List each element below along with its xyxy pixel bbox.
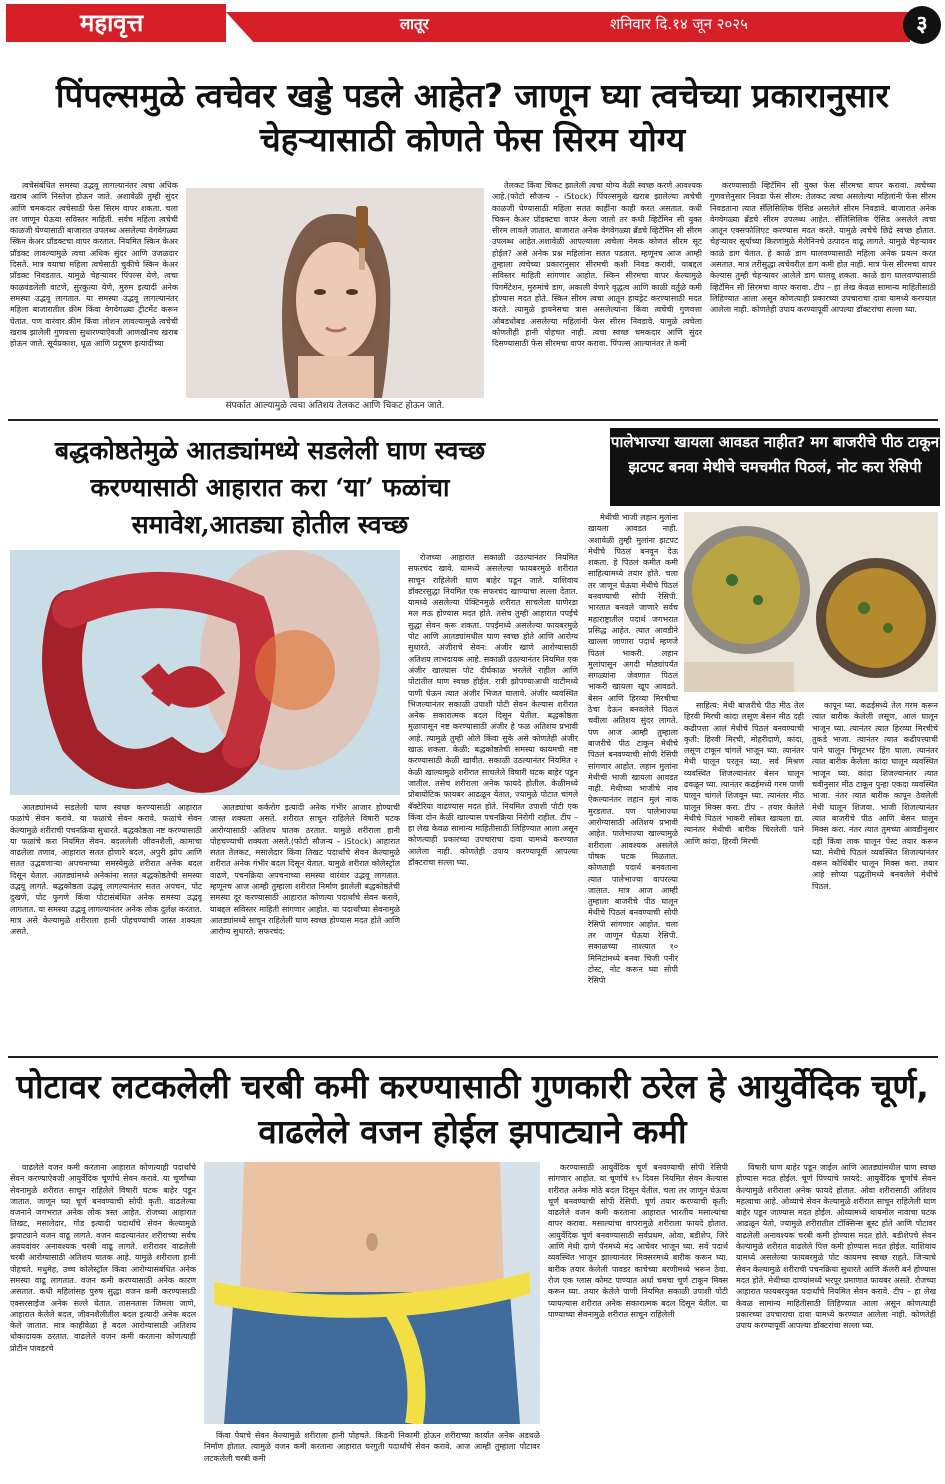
article4-headline: पोटावर लटकलेली चरबी कमी करण्यासाठी गुणकारी ठरेल हे आयुर्वेदिक चूर्ण, वाढलेले वजन होईल झपाट्याने कमी	[16, 1067, 929, 1151]
article4-column-4-text: विषारी घाण बाहेर पडून जाईल आणि आतड्यांमधील घाण स्वच्छ होण्यास मदत होईल. चूर्ण पिण्याचे फायदे: आयुर्वेदिक चूर्णांचे सेवन केल्यामुळे शरीराला अनेक फायदे होतात. ओवा शरीरासाठी अतिशय महत्वाचा आहे. ओव्याचे सेवन केल्यामुळे शरीरात साचून राहिलेली घाण बाहेर पडून जाण्यास मदत होईल. ओव्यामध्ये थायमोल नावाचा घटक आढळून येतो, ज्यामुळे शरीरातील टॉक्सिन्स बूस्ट होते आणि पोटावर वाढलेली अनावश्यक चरबी कमी होण्यास मदत होते. बडीशेपचे सेवन केल्यामुळे शरीरात वाढलेले पित्त कमी होण्यास मदत होईल. याशिवाय यामध्ये असलेल्या फायबरमुळे पोट कायमच स्वच्छ राहते. जिऱ्याचे सेवन केल्यामुळे शरीराची पचनक्रिया सुधारते आणि कॅलरी बर्न होण्यास मदत होते. मेथीच्या दाण्यांमध्ये भरपूर प्रमाणात फायबर असते. रोजच्या आहारात फायबरयुक्त पदार्थांचे नियमित सेवन करावे. टीप – हा लेख केवळ सामान्य माहितीसाठी लिहिण्यात आला असून कोणत्याही प्रकारच्या उपचाराचा दावा यामध्ये करण्यात आलेला नाही. कोणतेही उपाय करण्यापूर्वी आपल्या डॉक्टरांचा सल्ला घ्या.	[736, 1163, 936, 1331]
article1-column-3-text: करण्यासाठी व्हिटॅमिन सी युक्त फेस सीरमचा वापर करावा. त्वचेच्या गुणवत्तेनुसार निवडा फेस सीरम: तेलकट त्वचा असलेल्या महिलांनी फेस सीरम निवडताना त्यात सॅलिसिलिक ऍसिड असलेले सीरम निवडावे. बाजारात अनेक वेगवेगळ्या ब्रँडचे सीरम उपलब्ध आहेत. सॅलिसिलिक ऍसिड असलेले त्वचा आतून एक्सफोलिएट करण्यास मदत करते. यामुळे त्वचेचे छिद्रे स्वच्छ होतात. चेहऱ्यावर सूर्याच्या किरणांमुळे मेलेनिनचे उत्पादन वाढू लागते. यामुळे चेहऱ्यावर काळे डाग येतात. हे काळे डाग घालवण्यासाठी महिला अनेक प्रयत्न करत असतात. मात्र तरीसुद्धा त्वचेवरील डाग कमी होत नाही. मात्र फेस सीरमचा वापर केल्यास तुम्ही चेहऱ्यावर आलेले डाग घालवू शकता. काळे डाग घालवण्यासाठी व्हिटॅमिन सी सिरमचा वापर करावा. टीप – हा लेख केवळ सामान्य माहितीसाठी लिहिण्यात आला असून कोणत्याही प्रकारच्या उपचाराचा दावा यामध्ये करण्यात आलेला नाही. कोणतेही उपाय करण्यापूर्वी आपल्या डॉक्टरांचा सल्ला घ्या.	[710, 181, 936, 315]
article3-column-3-text: कापून घ्या. कढईमध्ये तेल गरम करून त्यात बारीक केलेली लसूण, आलं घालून भाजून घ्या. त्यानंतर त्यात हिरव्या मिरचीचे तुकडे भाजा. त्यानंतर त्यात कढीपत्त्याची पाने घालून चिमूटभर हिंग घाला. त्यानंतर त्यात बारीक केलेला कांदा घालून व्यवस्थित भाजून घ्या. कांदा शिजल्यानंतर त्यात चवीनुसार मीठ टाकून पुन्हा एकदा व्यवस्थित भाजा. नंतर त्यात बारीक कापून ठेवलेली मेथी घालून शिजवा. भाजी शिजल्यानंतर त्यात बाजरीचे पीठ आणि बेसन घालून मिक्स करा. नंतर त्यात तुमच्या आवडीनुसार दही किंवा ताक घालून पेस्ट तयार करून घ्या. मेथीचे पिठलं व्यवस्थित शिजल्यानंतर वरून कोथिंबीर घालून मिक्स करा. तयार आहे सोप्या पद्धतीमध्ये बनवलेले मेथीचे पिठलं.	[812, 701, 938, 891]
masthead	[0, 0, 945, 50]
page-number: ३	[903, 6, 941, 44]
article2-column-3	[408, 552, 578, 1052]
article4-column-1	[10, 1162, 196, 1480]
article4-photo	[204, 1162, 540, 1424]
article1-column-3	[710, 180, 936, 412]
article1-column-1-text: त्वचेसंबंधित समस्या उद्भवू लागल्यानंतर त्वचा अधिक खराब आणि निस्तेज होऊन जाते. अशावेळी तुम्ही सुंदर आणि चमकदार त्वचेसाठी फेस सिरम वापर शकता. चला तर जाणून घेऊया सविस्तर माहिती. सर्वच महिला त्वचेची काळजी घेण्यासाठी बाजारात उपलब्ध असलेल्या वेगवेगळ्या स्किन केअर प्रॉडक्टचा वापर करतात. नियमित स्किन केअर प्रॉडक्ट लावल्यामुळे त्वचा अधिक सुंदर आणि उजळदार दिसते. मात्र वयाचा महिला त्वचेसाठी चुकीचे स्किन केअर प्रॉडक्ट निवडतात. यामुळे चेहऱ्यावर पिंपल्स येणे, त्वचा काळवंडलेली वाटणे, सुरकुत्या येणे, मुरुम इत्यादी अनेक समस्या उद्भवू लागतात. या समस्या उद्भवू लागल्यानंतर महिला बाजारातील क्रीम किंवा वेगवेगळ्या ट्रीटमेंट करून घेतात. पण वारंवार क्रीम किंवा लोशन लावल्यामुळे त्वचेची खराब झालेली गुणवत्ता सुधारण्याऐवजी आणखीनच खराब होऊन जाते. सूर्यप्रकाश, धूळ आणि प्रदूषण इत्यादींच्या	[10, 181, 178, 349]
section-divider	[8, 419, 938, 421]
article3-column-1	[588, 512, 678, 1052]
article3-photo	[684, 512, 938, 692]
article2-column-2-text: आतड्यांचा कर्करोग इत्यादी अनेक गंभीर आजार होण्याची जास्त शक्यता असते. शरीरात साचून राहिलेले विषारी घटक आरोग्यासाठी अतिशय घातक ठरतात. यामुळे शरीराला हानी पोहचण्याची शक्यता असते.(फोटो सौजन्य – iStock) आहारात सतत तेलकट, मसालेदार किंवा तिखट पदार्थांचे सेवन केल्यामुळे शरीरात अनेक गंभीर बदल दिसून येतात. यामुळे शरीरात कोलेस्ट्रॉल वाढणे, पचनक्रिया अपचनाच्या समस्या वारंवार उद्भवू लागतात. म्हणूनच आज आम्ही तुम्हाला शरीरात निर्माण झालेली बद्धकोष्ठतेची समस्या दूर करण्यासाठी आहारात कोणत्या पदार्थांचे सेवन करावे, याबद्दल सविस्तर माहिती सांगणार आहोत. या पदार्थांच्या सेवनामुळे आतड्यांमध्ये साचून राहिलेली घाण स्वच्छ होण्यास मदत होते आणि आरोग्य सुधारते. सफरचंद:	[210, 803, 400, 937]
article2-column-3-text: रोजच्या आहारात सकाळी उठल्यानंतर नियमित सफरचंद खावे. यामध्ये असलेल्या फायबरमुळे शरीरात साचून राहिलेली घाण बाहेर पडून जाते. याशिवाय डॉक्टरसुद्धा नियमित एक सफरचंद खाण्याचा सल्ला देतात. यामध्ये असलेल्या पेक्टिनमुळे शरीरात साचलेला घाणेरडा मल मऊ होण्यास मदत होते. तसेच तुम्ही आहारात पपईचे सुद्धा सेवन करू शकता. पपईमध्ये असलेल्या फायबरमुळे पोट आणि आतड्यांमधील घाण स्वच्छ होते आणि आरोग्य सुधारते. अंजीराचे सेवन: अंजीर खाणे आरोग्यासाठी अतिशय लाभदायक आहे. सकाळी उठल्यानंतर नियमित एक अंजीर खाल्यास पोट दीर्घकाळ भरलेले राहील आणि पोटातील घाण स्वच्छ होईल. रात्री झोपण्याआधी वाटीमध्ये पाणी घेऊन त्यात अंजीर भिजत घालावे. अंजीर व्यवस्थित भिजल्यानंतर सकाळी उपाशी पोटी सेवन केल्यास शरीरात अनेक सकारात्मक बदल दिसून येतील. बद्धकोष्ठता मुळापासून नष्ट करण्यासाठी अंजीर हे फळ अतिशय प्रभावी आहे. त्यामुळे तुम्ही ओले किंवा सुके असे कोणतेही अंजीर खाऊ शकता. केळी: बद्धकोष्ठतेची समस्या कायमची नष्ट करण्यासाठी केळी खावीत. सकाळी उठल्यानंतर नियमित २ केळी खाल्यामुळे शरीरात साचलेले विषारी घटक बाहेर पडून जातील. तसेच शरीराला अनेक फायदे होतील. केळीमध्ये प्रोबायोटिक फायबर आढळून येतात, ज्यामुळे पोटात चांगले बॅक्टेरिया वाढण्यास मदत होते. नियमित उपाशी पोटी एक किंवा दोन केळी खाल्यास पचनक्रिया निरोगी राहील. टीप – हा लेख केवळ सामान्य माहितीसाठी लिहिण्यात आला असून कोणत्याही प्रकारच्या उपचाराचा दावा यामध्ये करण्यात आलेला नाही. कोणतेही उपाय करण्यापूर्वी आपल्या डॉक्टरांचा सल्ला घ्या.	[408, 553, 578, 868]
article4-column-4	[736, 1162, 936, 1480]
article4-column-3-text: करण्यासाठी आयुर्वेदिक चूर्ण बनवण्याची सोपी रेसिपी सांगणार आहोत. या चूर्णांचे १५ दिवस नियमित सेवन केल्यास शरीरात अनेक मोठे बदल दिसून येतील. चला तर जाणून घेऊया चूर्ण बनवण्याची सोपी रेसिपी. चूर्ण तयार करण्याची कृती: वाढलेले वजन कमी करताना आहारात भारतीय मसाल्यांचा वापर करावा. मसाल्यांचा वापरामुळे शरीराला फायदे होतात. आयुर्वेदिक चूर्ण बनवण्यासाठी सर्वप्रथम, ओवा, बडीशेप, जिरे आणि मेथी दाणे पॅनमध्ये मंद आचेवर भाजून घ्या. सर्व पदार्थ व्यवस्थित भाजून झाल्यानंतर मिक्सरमध्ये बारीक करून घ्या. बारीक तयार केलेली पावडर काचेच्या बरणीमध्ये भरून ठेवा. रोज एक ग्लास कोमट पाण्यात अर्धा चमचा चूर्ण टाकून मिक्स करून घ्या. तयार केलेले पाणी नियमित सकाळी उपाशी पोटी प्यायल्यास शरीरात अनेक सकारात्मक बदल दिसून येतील. या पाण्याच्या सेवनामुळे शरीरात साचून राहिलेली	[548, 1163, 728, 1319]
article2-column-2	[210, 802, 400, 1052]
article1-column-2	[492, 180, 702, 412]
article1-column-1	[10, 180, 178, 412]
article4-column-1-text: वाढलेले वजन कमी करताना आहारात कोणत्याही पदार्थांचे सेवन करण्याऐवजी आयुर्वेदिक चूर्णांचे सेवन करावे. या चूर्णांच्या सेवनामुळे शरीरात साचून राहिलेले विषारी घटक बाहेर पडून जातात. जाणून घ्या चूर्ण बनवण्याची सोपी कृती. वाढलेल्या वजनाने जगभरात अनेक लोक त्रस्त आहेत. रोजच्या आहारात तिखट, मसालेदार, गोड इत्यादी पदार्थांचे सेवन केल्यामुळे झपाट्याने वजन वाढू लागते. वजन वाढल्यानंतर शरीराच्या सर्वच अवयवांवर अनावश्यक चरबी वाढू लागते. शरीरावर वाढलेली चरबी आरोग्यासाठी अतिशय घातक आहे. यामुळे शरीराला हानी पोहचते. मधुमेह, उच्च कोलेस्ट्रॉल किंवा आरोग्यासंबंधित अनेक समस्या वाढू लागतात. वजन कमी करण्यासाठी अनेक कारण असतात. कधी महिलांसह पुरुष सुद्धा वजन कमी करण्यासाठी एक्सरसाईज अनेक सल्ले घेतात. तासनतास जिमला जाणे, आहारात केलेले बदल, जीवनशैलीतील बदल इत्यादी अनेक बदल केले जातात. मात्र काहीवेळा हे बदल आरोग्यासाठी अतिशय धोकादायक ठरतात. वाढलेले वजन कमी करताना कोणत्याही प्रोटीन पावडरचे	[10, 1163, 196, 1353]
article2-photo	[10, 550, 400, 795]
face-serum-illustration	[186, 188, 484, 398]
waist-measuring-tape-illustration	[204, 1162, 540, 1424]
article3-column-1-text: मेथीची भाजी लहान मुलांना खायला आवडत नाही. अशावेळी तुम्ही मुलांना झटपट मेथीचे पिठलं बनवून देऊ शकता. हे पिठलं कमीत कमी साहित्यामध्ये तयार होते. चला तर जाणून घेऊया मेथीचे पिठलं बनवण्याची सोपी रेसिपी. भारतात बनवले जाणारे सर्वच महाराष्ट्रातील पदार्थ जगभरात प्रसिद्ध आहेत. त्यात आवडीने खाल्ला जाणारा पदार्थ म्हणजे पिठलं भाकरी. लहान मुलांपासून अगदी मोठ्यांपर्यंत सगळ्यांना जेवणात पिठलं भाकरी खायला खूप आवडते. बेसन आणि हिरव्या मिरचीचा ठेचा देऊन बनवलेले पिठलं चवीला अतिशय सुंदर लागते. पण आज आम्ही तुम्हाला बाजरीचे पीठ टाकून मेथीचे पिठलं बनवण्याची सोपी रेसिपी सांगणार आहोत. लहान मुलांना मेथीची भाजी खायला आवडत नाही. मेथीच्या भाजीचे नाव ऐकल्यानंतर लहान मुलं नाक मुरडतात. पण पालेभाज्या आरोग्यासाठी अतिशय प्रभावी आहेत. पालेभाज्या खाल्यामुळे शरीराला आवश्यक असलेले पोषक घटक मिळतात. कोणताही पदार्थ बनवताना त्यात पालेभाज्या वापरल्या जातात. मात्र आज आम्ही तुम्हाला बाजरीचे पीठ घालून मेथीचे पिठलं बनवण्याची सोपी रेसिपी सांगणार आहोत. चला तर जाणून घेऊया रेसिपी. सकाळच्या नाश्त्यात १० मिनिटांमध्ये बनवा चिजी पनीर टोस्ट, नोट करून घ्या सोपी रेसिपी	[588, 513, 678, 986]
article1-photo-caption: संपर्कात आल्यामुळे त्वचा अतिशय तेलकट आणि चिकट होऊन जाते.	[225, 401, 445, 411]
article4-column-3	[548, 1162, 728, 1480]
article2-column-1	[10, 802, 202, 1052]
article3-column-3	[812, 700, 938, 1052]
article2-headline: बद्धकोष्ठतेमुळे आतड्यांमध्ये सडलेली घाण स्वच्छ करण्यासाठी आहारात करा ‘या’ फळांचा समावेश,आतड्या होतील स्वच्छ	[54, 436, 486, 539]
article4-column-2	[204, 1430, 540, 1480]
methi-pithla-illustration	[684, 512, 938, 692]
article3-column-2-text: साहित्य: मेथी बाजरीचे पीठ मीठ तेल हिरवी मिरची कांदा लसूण बेसन मीठ दही कढीपत्ता आलं मेथीचे पिठलं बनवण्याची कृती: हिरवी मिरची, मोहरीदाणे, कांदा, लसूण टाकून चांगले भाजून घ्या. त्यानंतर मेथी घालून परतून घ्या. सर्व मिश्रण व्यवस्थित शिजल्यानंतर बेसन घालून ढवळून घ्या. त्यानंतर कढईमध्ये गरम पाणी घालून चांगले शिजवून घ्या. त्यानंतर मीठ घालून मिक्स करा. टीप – तयार केलेले मेथीचे पिठलं भाकरी सोबत खायला द्या. त्यानंतर मेथीची बारीक चिरलेली पाने आणि कांदा, हिरवी मिरची	[684, 701, 804, 846]
article1-headline: पिंपल्समुळे त्वचेवर खड्डे पडले आहेत? जाणून घ्या त्वचेच्या प्रकारानुसार चेहऱ्यासाठी कोणते फेस सिरम योग्य	[55, 76, 890, 159]
article3-headline: पालेभाज्या खायला आवडत नाहीत? मग बाजरीचे पीठ टाकून झटपट बनवा मेथीचे चमचमीत पिठलं, नोट करा रेसिपी	[610, 428, 940, 506]
masthead-date: शनिवार दि.१४ जून २०२५	[610, 15, 748, 33]
masthead-bar	[226, 12, 910, 42]
article1-photo	[186, 188, 484, 398]
article3-column-2	[684, 700, 804, 1052]
section-divider	[8, 1056, 938, 1058]
article4-column-2-text: किंवा पेयाचे सेवन केल्यामुळे शरीराला हानी पोहचते. किडनी निकामी होऊन शरीराच्या कार्यात अनेक अडथळे निर्माण होतात. त्यामुळे वजन कमी करताना आहारात घरगुती पदार्थांचे सेवन करावे. आज आम्ही तुम्हाला पोटावर लटकलेली चरबी कमी	[204, 1431, 540, 1463]
article2-column-1-text: आतड्यांमध्ये सडलेली घाण स्वच्छ करण्यासाठी आहारात फळांचे सेवन करावे. या फळांचे सेवन करावे. फळांचे सेवन केल्यामुळे शरीराची पचनक्रिया सुधारते. बद्धकोष्ठता नष्ट करण्यासाठी या फळांचे करा नियमित सेवन. बदललेली जीवनशैली, कामाचा वाढलेला तणाव, आहारात सतत होणारे बदल, अपुरी झोप आणि सतत उद्भवणाऱ्या अपचनाच्या समस्येमुळे शरीरात अनेक बदल दिसून येतात. आतड्यांमध्ये अनेकांना सतत बद्धकोष्ठतेची समस्या उद्भवू लागते. बद्धकोष्ठता उद्भवू लागल्यानंतर सतत अपचन, पोट दुखणे, पोट फुगणे किंवा पोटासंबंधित अनेक समस्या उद्भवू लागतात. या समस्या उद्भवू लागल्यानंतर अनेक लोक दुर्लक्ष करतात. मात्र असे केल्यामुळे शरीराला हानी पोहचण्याची जास्त शक्यता असते.	[10, 803, 202, 937]
article1-column-2-text: तेलकट किंवा चिकट झालेली त्वचा योग्य वेळी स्वच्छ करणे आवश्यक आहे.(फोटो सौजन्य – iStock) पिंपल्समुळे खराब झालेल्या त्वचेची काळजी घेण्यासाठी महिला सतत काहींना काही करत असतात. कधी चिकन केअर प्रॉडक्टचा वापर केला जातो तर कधी व्हिटॅमिन सी युक्त सीरम लावले जातात. बाजारात अनेक वेगवेगळ्या ब्रँडचे व्हिटॅमिन सी सीरम उपलब्ध आहेत.अशावेळी आपल्याला त्वचेला नेमकं कोणतं सीरम सूट होईल? असे अनेक प्रश्न महिलांना सतत पडतात. म्हणूनच आज आम्ही तुम्हाला त्वचेच्या प्रकारानुसार सीरमची कशी निवड करावी, याबद्दल सविस्तर माहिती सांगणार आहोत. स्किन सीरमचा वापर केल्यामुळे पिगमेंटेशन, मुरुमांचे डाग, अकाली येणारे वृद्धत्व आणि काळी वर्तुळे कमी होण्यास मदत होते. स्किन सीरम त्वचा आतून हायड्रेट करण्यासाठी मदत करते. त्यामुळे ड्रायनेसचा त्रास असलेल्यांना किंवा त्वचेची गुणवत्ता ओबडधोबड असलेल्या महिलांनी फेस सीरम निवडावे. यामुळे त्वचेला कोणतीही हानी पोहचत नाही. त्वचा स्वच्छ चमकदार आणि सुंदर दिसण्यासाठी फेस सीरमचा वापर करावा. पिंपल्स आल्यानंतर ते कमी	[492, 181, 702, 349]
masthead-logo: महावृत्त	[6, 4, 226, 42]
intestine-illustration	[10, 550, 400, 795]
masthead-city: लातूर	[400, 15, 429, 33]
